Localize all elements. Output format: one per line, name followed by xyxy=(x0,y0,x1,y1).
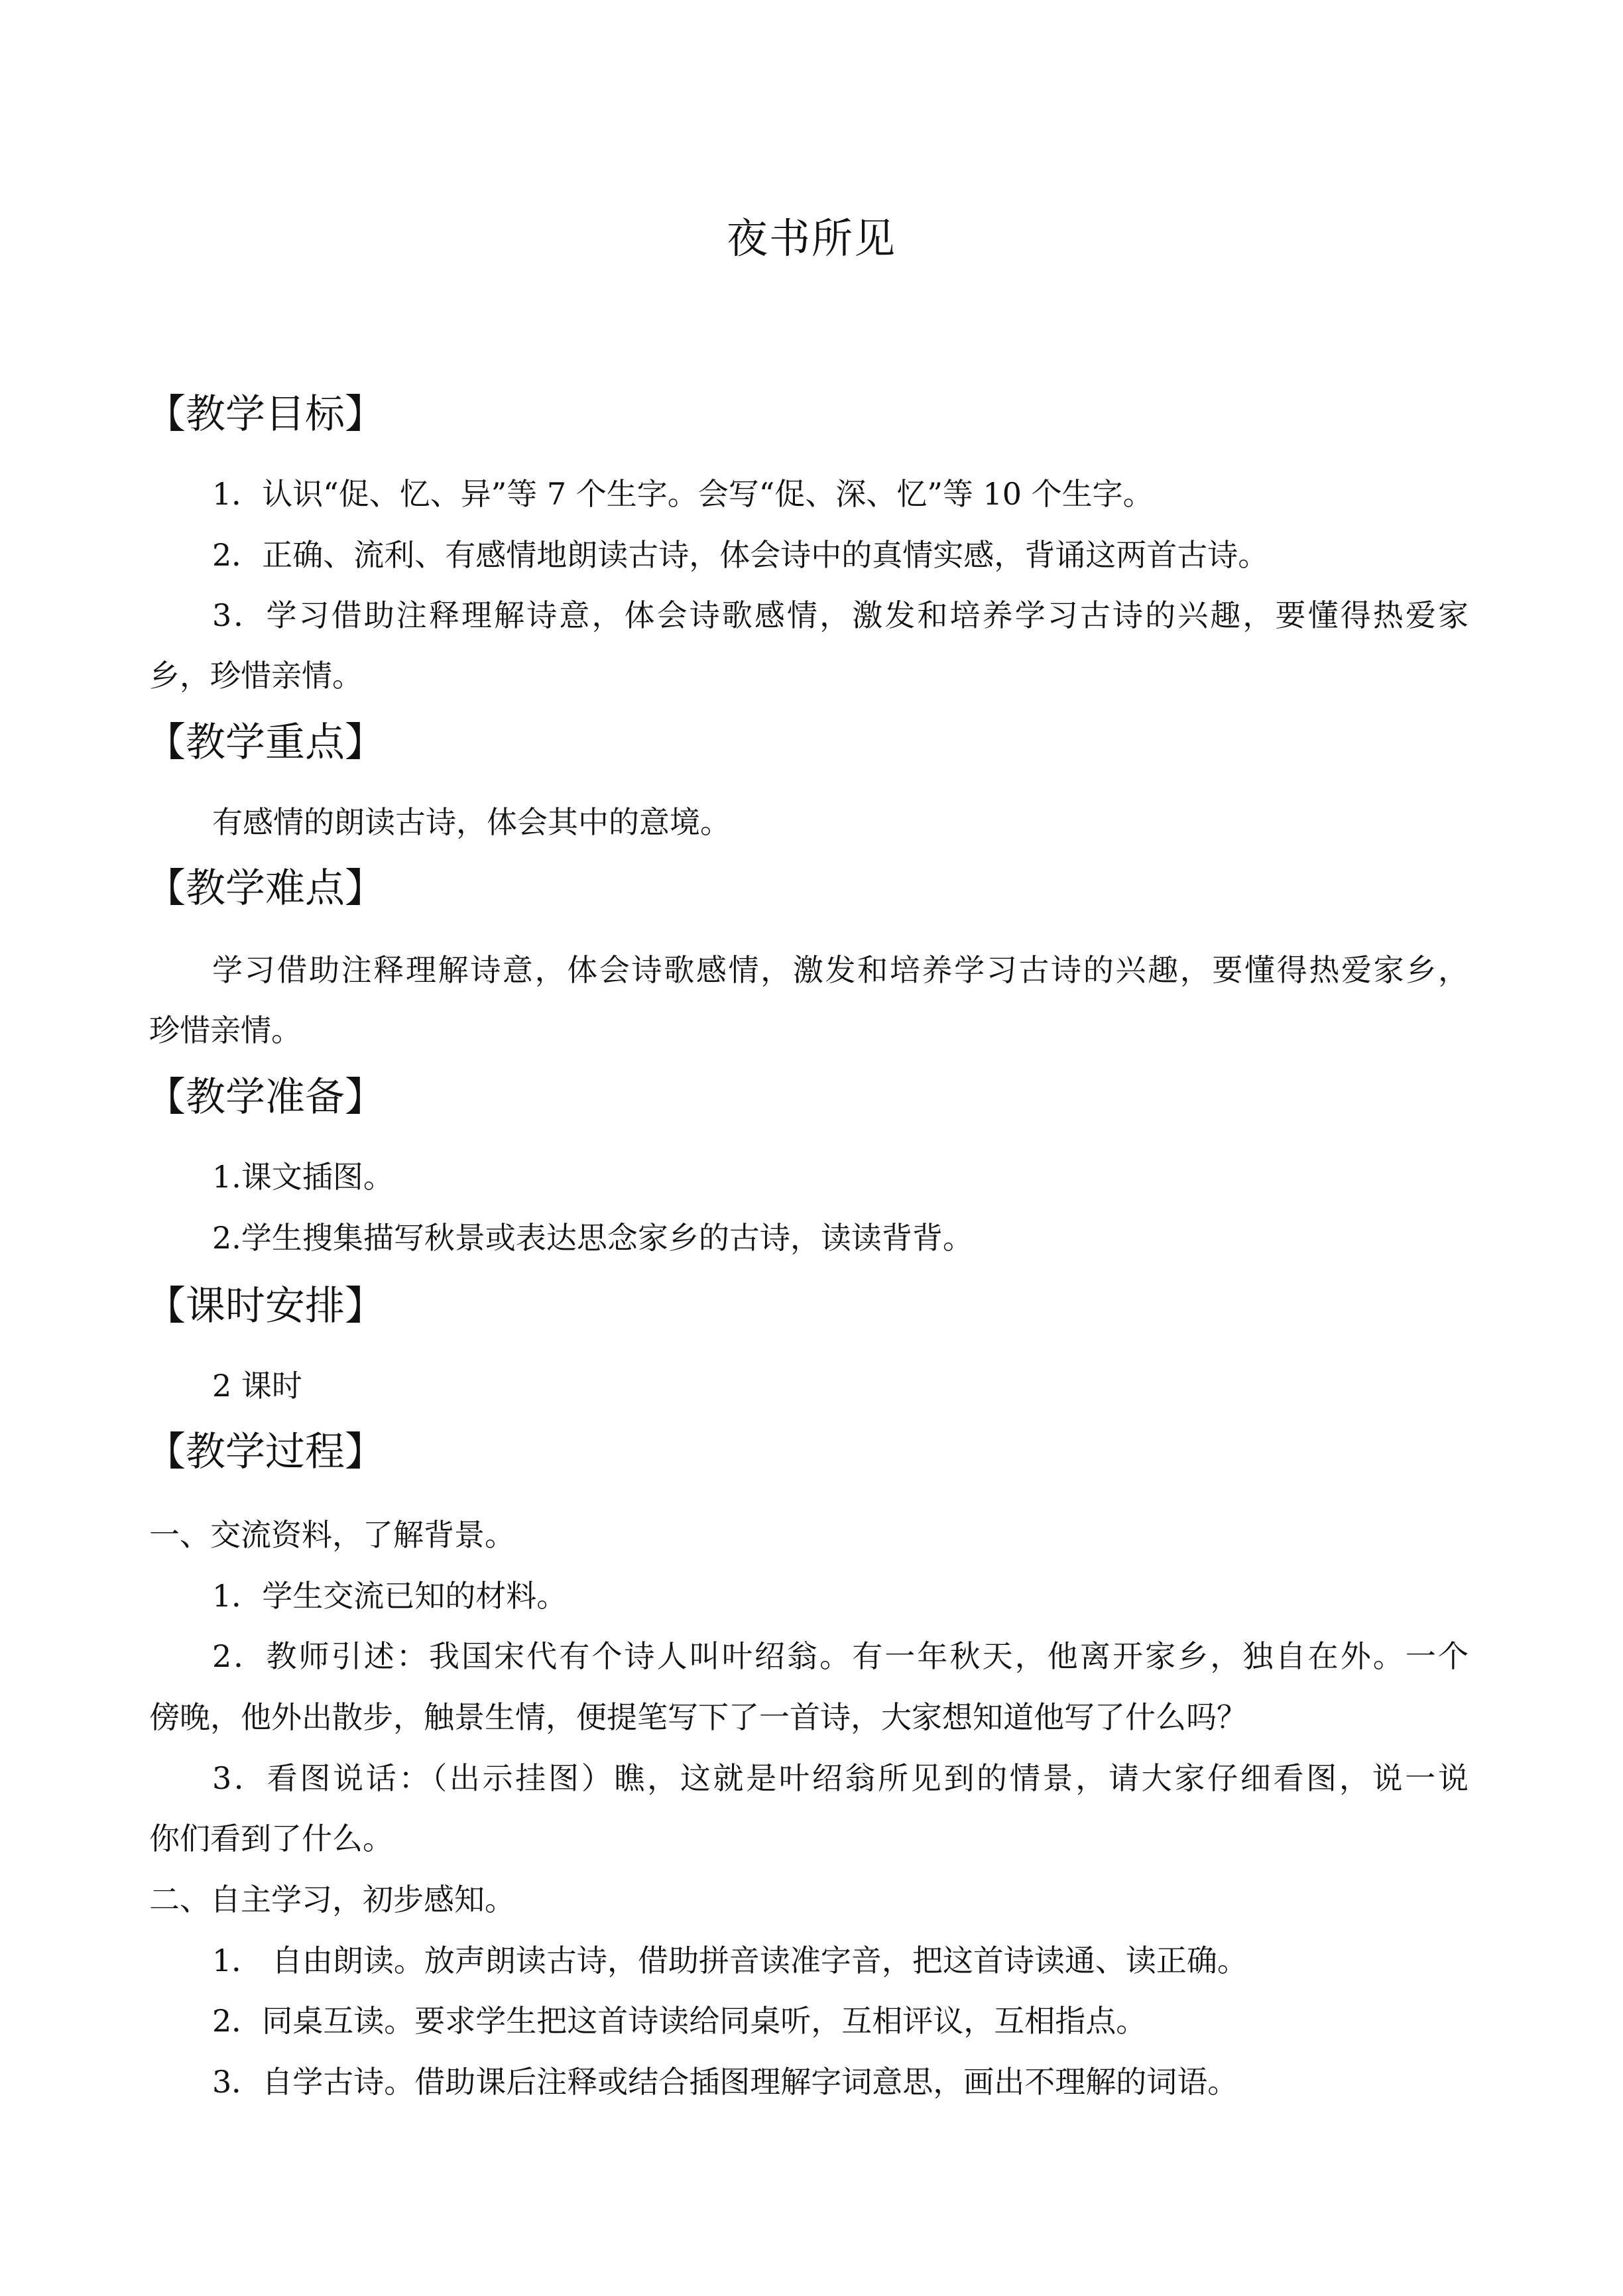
objective-line-4: 乡，珍惜亲情。 xyxy=(149,658,363,694)
process-step-2-line-3: 3．自学古诗。借助课后注释或结合插图理解字词意思，画出不理解的词语。 xyxy=(212,2064,1238,2100)
process-step-1-line-2: 2．教师引述：我国宋代有个诗人叫叶绍翁。有一年秋天，他离开家乡，独自在外。一个 xyxy=(212,1638,1469,1674)
process-step-1-line-4: 3．看图说话：（出示挂图）瞧，这就是叶绍翁所见到的情景，请大家仔细看图，说一说 xyxy=(212,1760,1469,1796)
section-heading-key-points: 【教学重点】 xyxy=(146,719,385,766)
section-heading-process: 【教学过程】 xyxy=(146,1429,385,1475)
process-step-2-line-1: 1． 自由朗读。放声朗读古诗，借助拼音读准字音，把这首诗读通、读正确。 xyxy=(212,1943,1248,1978)
process-step-1-line-5: 你们看到了什么。 xyxy=(149,1821,393,1856)
objective-line-2: 2．正确、流利、有感情地朗读古诗，体会诗中的真情实感，背诵这两首古诗。 xyxy=(212,537,1269,573)
preparation-line-1: 1.课文插图。 xyxy=(212,1159,394,1195)
section-heading-difficulties: 【教学难点】 xyxy=(146,865,385,912)
section-heading-objectives: 【教学目标】 xyxy=(146,391,385,438)
section-heading-preparation: 【教学准备】 xyxy=(146,1074,385,1120)
process-step-1-line-3: 傍晚，他外出散步，触景生情，便提笔写下了一首诗，大家想知道他写了什么吗？ xyxy=(149,1699,1247,1735)
objective-line-1: 1．认识“促、忆、异”等 7 个生字。会写“促、深、忆”等 10 个生字。 xyxy=(212,476,1154,512)
difficulty-line-2: 珍惜亲情。 xyxy=(149,1012,302,1048)
preparation-line-2: 2.学生搜集描写秋景或表达思念家乡的古诗，读读背背。 xyxy=(212,1220,973,1256)
process-step-2-line-2: 2．同桌互读。要求学生把这首诗读给同桌听，互相评议，互相指点。 xyxy=(212,2003,1147,2039)
schedule-line-1: 2 课时 xyxy=(212,1368,302,1404)
process-step-1-line-1: 1．学生交流已知的材料。 xyxy=(212,1578,568,1614)
section-heading-schedule: 【课时安排】 xyxy=(146,1283,385,1329)
difficulty-line-1: 学习借助注释理解诗意，体会诗歌感情，激发和培养学习古诗的兴趣，要懂得热爱家乡， xyxy=(212,952,1469,988)
document-title: 夜书所见 xyxy=(726,214,896,263)
key-point-line-1: 有感情的朗读古诗，体会其中的意境。 xyxy=(212,804,731,840)
process-step-1-title: 一、交流资料，了解背景。 xyxy=(149,1517,515,1553)
process-step-2-title: 二、自主学习，初步感知。 xyxy=(149,1882,515,1917)
objective-line-3: 3．学习借助注释理解诗意，体会诗歌感情，激发和培养学习古诗的兴趣，要懂得热爱家 xyxy=(212,597,1469,633)
